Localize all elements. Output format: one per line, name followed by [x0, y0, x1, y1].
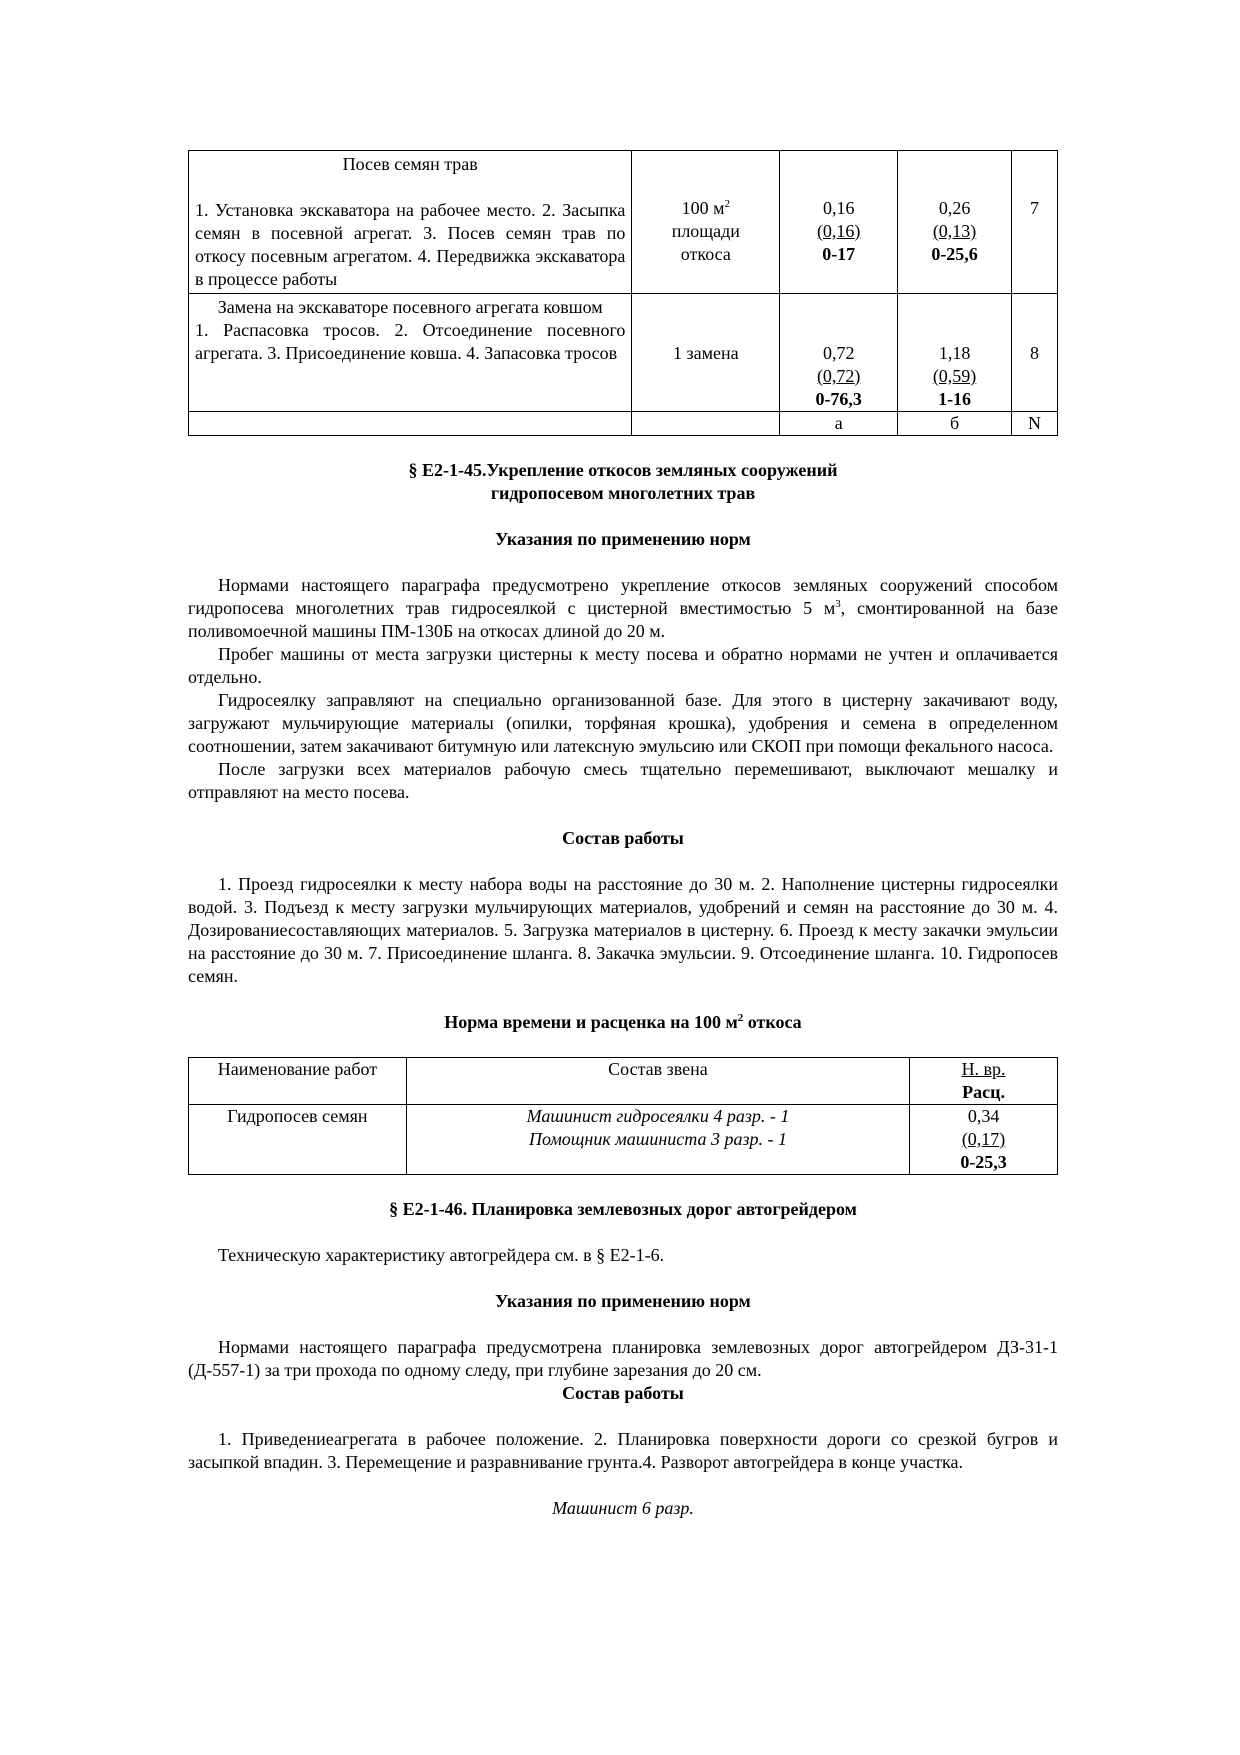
tech-note: Техническую характеристику автогрейдера см. в § Е2-1-6.: [218, 1245, 665, 1265]
rate-value: 1-16: [938, 389, 972, 409]
table-row: [189, 151, 1058, 294]
table-row: [189, 1105, 1058, 1175]
norm-value: 0,16: [822, 198, 855, 218]
work-description: 1. Распасовка тросов. 2. Отсоединение посевного агрегата. 3. Присоединение ковша. 4. Запасовка тросов: [195, 320, 626, 363]
value-cell-b: [898, 151, 1012, 294]
norm-sub-value: (0,13): [932, 221, 977, 241]
crew-line: Машинист 6 разр.: [552, 1498, 694, 1518]
paragraph: Пробег машины от места загрузки цистерны к месту посева и обратно нормами не учтен и оплачивается отдельно.: [188, 644, 1058, 687]
norm-value: 0,26: [938, 198, 971, 218]
norm-value: 0,72: [822, 343, 855, 363]
row-number-cell: [1012, 151, 1058, 294]
section-title-line2: гидропосевом многолетних трав: [490, 483, 756, 503]
norm-heading: Норма времени и расценка на 100 $м^2$ откоса: [444, 1012, 802, 1032]
unit-sup: 2: [724, 198, 731, 210]
unit-line: 1 замена: [673, 343, 739, 363]
row-number: 7: [1030, 198, 1039, 218]
header-name: Наименование работ: [189, 1058, 407, 1105]
guidelines-heading: Указания по применению норм: [495, 1291, 751, 1311]
rate-value: 0-25,6: [931, 244, 978, 264]
work-text: 1. Проезд гидросеялки к месту набора воды на расстояние до 30 м. 2. Наполнение цистерны гидросеялки водой. 3. Подъезд к месту загрузки мульчирующих материалов, удобрений и семян на расстояние до 30 м. 4. Дозированиесоставляющих материалов. 5. Загрузка материалов в цистерну. 6. Проезд к месту закачки эмульсии на расстояние до 30 м. 7. Присоединение шланга. 8. Закачка эмульсии. 9. Отсоединение шланга. 10. Гидропосев семян.: [188, 874, 1058, 986]
norm-sub-value: (0,16): [816, 221, 861, 241]
paragraph: Нормами настоящего параграфа предусмотрено укрепление откосов земляных сооружений способом гидропосева многолетних трав гидросеялкой с цистерной вместимостью 5 $м^3$, смонтированной на базе поливомоечной машины ПМ-130Б на откосах длиной до 20 м.: [188, 575, 1059, 641]
column-label-b: б: [898, 412, 1012, 436]
table-header-row: [189, 1058, 1058, 1105]
value-cell-a: [780, 294, 898, 412]
paragraph: После загрузки всех материалов рабочую смесь тщательно перемешивают, выключают мешалку и отправляют на место посева.: [188, 759, 1058, 802]
section-title: § Е2-1-46. Планировка землевозных дорог автогрейдером: [389, 1199, 857, 1219]
value-cell-a: [780, 151, 898, 294]
header-crew: Состав звена: [406, 1058, 909, 1105]
value-cell-b: [898, 294, 1012, 412]
norm-value: 1,18: [938, 343, 971, 363]
work-description: 1. Установка экскаватора на рабочее место. 2. Засыпка семян в посевной агрегат. 3. Посев семян трав по откосу посевным агрегатом. 4. Передвижка экскаватора в процессе работы: [195, 200, 626, 289]
norms-table-top: [188, 150, 1058, 436]
unit-line: откоса: [680, 244, 731, 264]
unit-line: площади: [671, 221, 740, 241]
table-footer-row: [189, 412, 1058, 436]
work-title: Замена на экскаваторе посевного агрегата ковшом: [217, 297, 603, 317]
work-cell: [189, 151, 632, 294]
header-norm: Н. вр. Расц.: [910, 1058, 1058, 1105]
norm-sub-value: (0,59): [932, 366, 977, 386]
unit-cell: [632, 151, 780, 294]
work-cell: [189, 294, 632, 412]
guidelines-heading: Указания по применению норм: [495, 529, 751, 549]
unit-cell: [632, 294, 780, 412]
work-title: Посев семян трав: [342, 154, 478, 174]
rate-value: 0-17: [822, 244, 856, 264]
document-page: [188, 150, 1058, 1520]
table-row: [189, 294, 1058, 412]
column-label-a: а: [780, 412, 898, 436]
row-number-cell: [1012, 294, 1058, 412]
work-text: 1. Приведениеагрегата в рабочее положение. 2. Планировка поверхности дороги со срезкой бугров и засыпкой впадин. 3. Перемещение и разравнивание грунта.4. Разворот автогрейдера в конце участка.: [188, 1429, 1058, 1472]
work-heading: Состав работы: [562, 828, 684, 848]
crew-cell: Машинист гидросеялки 4 разр. - 1 Помощник машиниста 3 разр. - 1: [406, 1105, 909, 1175]
rate-value: 0-76,3: [815, 389, 862, 409]
row-name: Гидропосев семян: [189, 1105, 407, 1175]
unit-line: 100 м: [681, 198, 725, 218]
paragraph: Гидросеялку заправляют на специально организованной базе. Для этого в цистерну закачивают воду, загружают мульчирующие материалы (опилки, торфяная крошка), удобрения и семена в определенном соотношении, затем закачивают битумную или латексную эмульсию или СКОП при помощи фекального насоса.: [188, 690, 1058, 756]
norm-cell: 0,34 (0,17) 0-25,3: [910, 1105, 1058, 1175]
section-title: § Е2-1-45.Укрепление откосов земляных сооружений: [408, 460, 838, 480]
norm-sub-value: (0,72): [816, 366, 861, 386]
work-heading: Состав работы: [562, 1383, 684, 1403]
paragraph: Нормами настоящего параграфа предусмотрена планировка землевозных дорог автогрейдером ДЗ-31-1 (Д-557-1) за три прохода по одному следу, при глубине зарезания до 20 см.: [188, 1337, 1058, 1380]
norms-table-hydroseeding: [188, 1057, 1058, 1175]
column-label-n: N: [1012, 412, 1058, 436]
row-number: 8: [1030, 343, 1039, 363]
